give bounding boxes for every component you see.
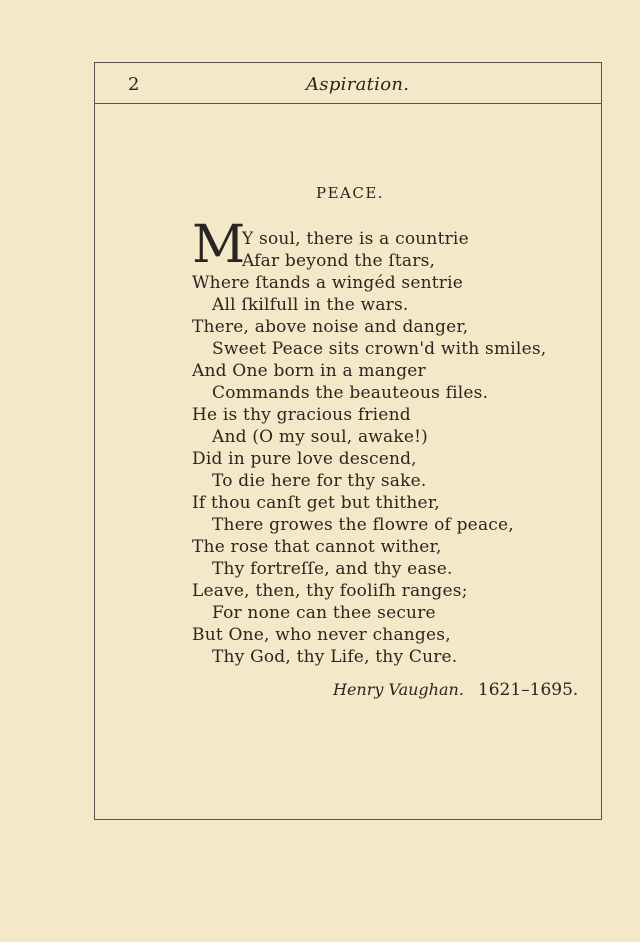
poem-line: Y soul, there is a countrie [242, 229, 469, 249]
poem-line: There, above noise and danger, [192, 317, 469, 337]
poem-line: Afar beyond the ſtars, [242, 251, 436, 271]
poem-line: Commands the beauteous files. [212, 383, 489, 403]
page-number: 2 [128, 74, 140, 95]
poem-author: Henry Vaughan. [333, 680, 464, 699]
header-divider [94, 103, 602, 104]
poem-line: Leave, then, thy fooliſh ranges; [192, 581, 468, 601]
poem-line: To die here for thy sake. [212, 471, 427, 491]
running-head: Aspiration. [306, 74, 410, 95]
poem-title: PEACE. [316, 184, 385, 202]
attribution [333, 680, 578, 700]
author-dates: 1621–1695. [477, 680, 579, 700]
poem-line: And One born in a manger [192, 361, 426, 381]
poem-line: Where ſtands a wingéd sentrie [192, 273, 463, 293]
poem-line: All ſkilfull in the wars. [212, 295, 409, 315]
poem-line: And (O my soul, awake!) [212, 427, 429, 447]
poem-line: Did in pure love descend, [192, 449, 417, 469]
poem-line: But One, who never changes, [192, 625, 451, 645]
poem-line: Sweet Peace sits crown'd with smiles, [212, 339, 547, 359]
poem-line: For none can thee secure [212, 603, 436, 623]
drop-cap: M [192, 215, 245, 275]
poem-line: Thy God, thy Life, thy Cure. [212, 647, 458, 667]
poem-line: There growes the flowre of peace, [212, 515, 514, 535]
poem-line: He is thy gracious friend [192, 405, 411, 425]
poem-line: The rose that cannot wither, [192, 537, 442, 557]
poem-line: Thy fortreſſe, and thy ease. [212, 559, 453, 579]
poem-line: If thou canſt get but thither, [192, 493, 440, 513]
